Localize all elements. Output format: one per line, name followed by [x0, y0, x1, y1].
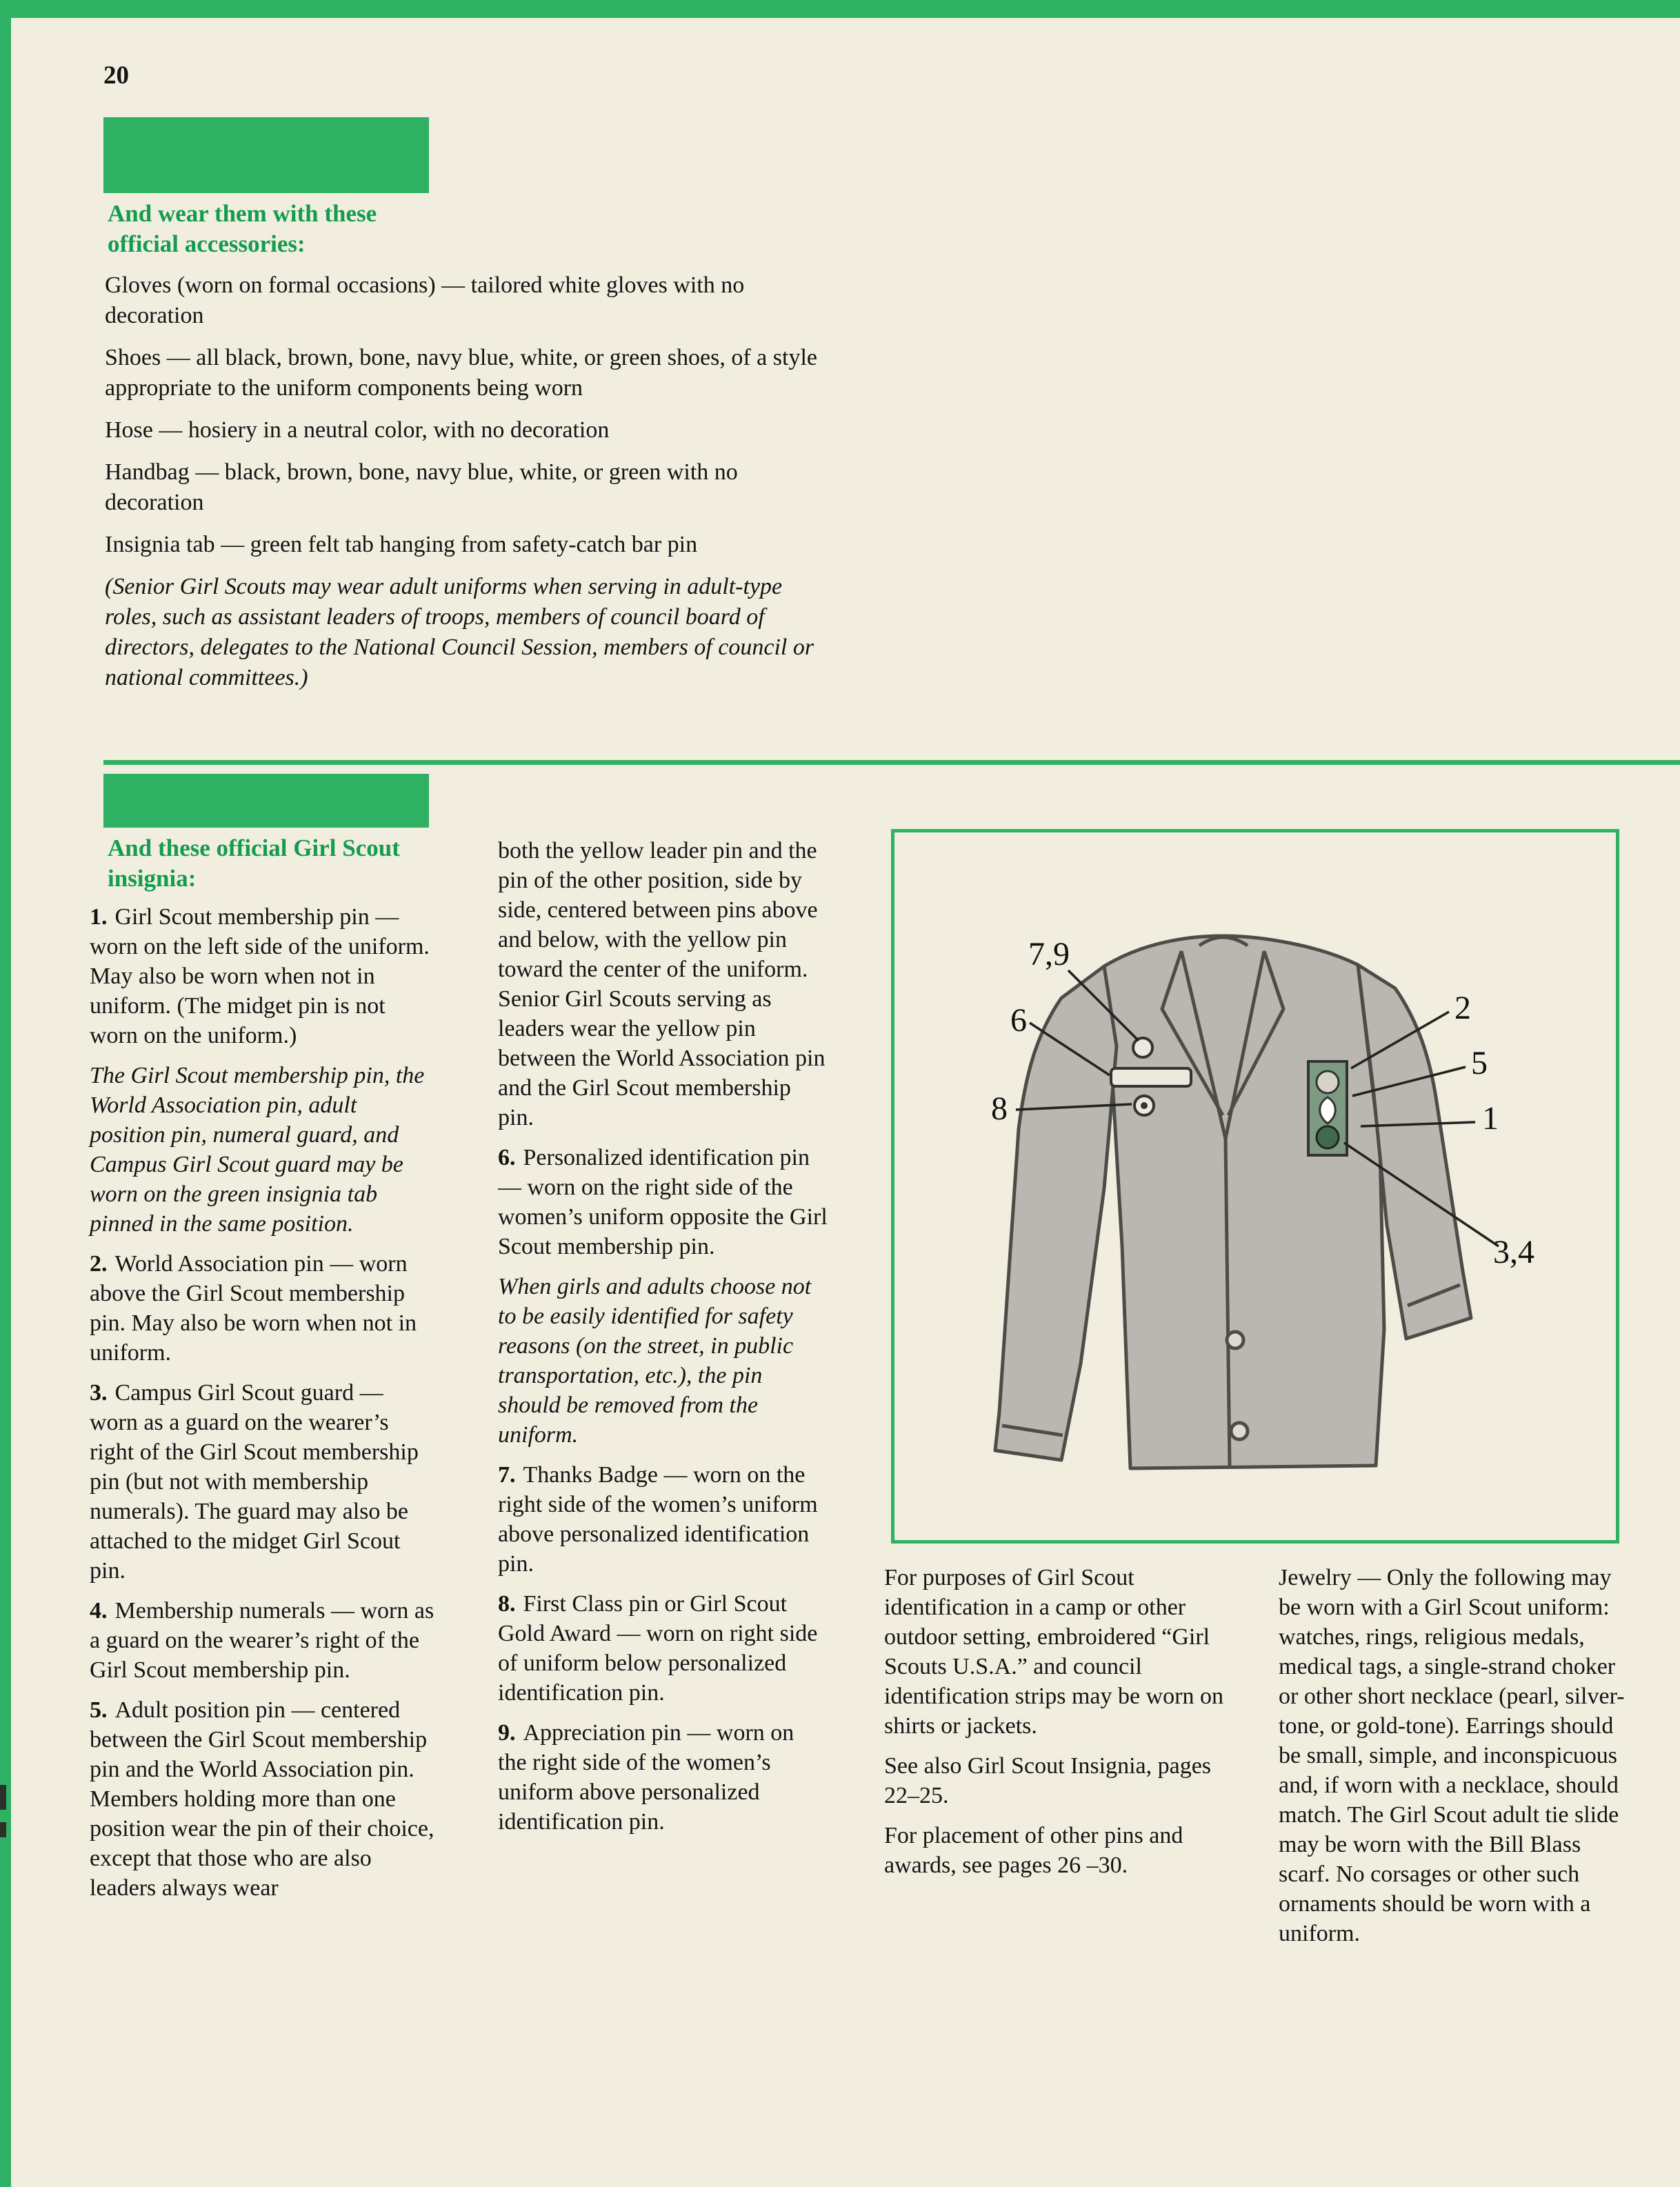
top-green-bar — [0, 0, 1680, 18]
membership-pin — [1317, 1126, 1339, 1148]
identification-column — [884, 1563, 1223, 1890]
item-text: Campus Girl Scout guard — worn as a guard on the wearer’s right of the Girl Scout membership pin (but not with membership numerals). The guard may also be attached to the midget Girl Scout pin. — [90, 1380, 419, 1584]
item-text: Membership numerals — worn as a guard on the wearer’s right of the Girl Scout membership pin. — [90, 1598, 434, 1683]
accessory-paragraph: Shoes — all black, brown, bone, navy blue, white, or green shoes, of a style appropriate to the uniform components being worn — [105, 345, 817, 401]
insignia-item — [498, 1143, 828, 1261]
item-text: Thanks Badge — worn on the right side of the women’s uniform above personalized identification pin. — [498, 1462, 818, 1577]
insignia-item — [498, 836, 828, 1132]
jewelry-column — [1279, 1563, 1632, 1959]
item-number: 9. — [498, 1720, 516, 1746]
accessory-paragraph: Hose — hosiery in a neutral color, with no decoration — [105, 417, 610, 443]
paragraph: Jewelry — Only the following may be worn with a Girl Scout uniform: watches, rings, religious medals, medical tags, a single-strand choker or other short necklace (pearl, silver-tone, or gold-tone). Earrings should be small, simple, and inconspicuous and, if worn with a necklace, should match. The Girl Scout adult tie slide may be worn with the Bill Blass scarf. No corsages or other such ornaments should be worn with a uniform. — [1279, 1565, 1625, 1946]
insignia-item — [498, 1272, 828, 1450]
jacket-button — [1231, 1423, 1248, 1439]
paragraph: See also Girl Scout Insignia, pages 22–25. — [884, 1753, 1212, 1808]
adult-position-pin — [1320, 1097, 1336, 1124]
accessory-paragraph: Handbag — black, brown, bone, navy blue, white, or green with no decoration — [105, 459, 738, 515]
senior-uniform-note: (Senior Girl Scouts may wear adult uniforms when serving in adult-type roles, such as assistant leaders of troops, members of council board of directors, delegates to the National Council Session, members of council or national committees.) — [105, 574, 814, 690]
section1-body — [105, 270, 826, 705]
left-green-bar — [0, 0, 11, 2187]
item-number: 6. — [498, 1145, 516, 1170]
first-class-pin-center — [1141, 1102, 1148, 1109]
item-text: World Association pin — worn above the Girl Scout membership pin. May also be worn when not in uniform. — [90, 1251, 417, 1366]
insignia-item — [498, 1460, 828, 1579]
item-text: Adult position pin — centered between the Girl Scout membership pin and the World Association pin. Members holding more than one position wear the pin of their choice, except that those who are also leaders always wear — [90, 1697, 434, 1901]
item-number: 8. — [498, 1591, 516, 1617]
uniform-diagram-box — [891, 829, 1619, 1544]
insignia-item — [498, 1718, 828, 1837]
insignia-item — [90, 1378, 434, 1586]
item-text: The Girl Scout membership pin, the World Association pin, adult position pin, numeral guard, and Campus Girl Scout guard may be worn on the green insignia tab pinned in the same position. — [90, 1063, 425, 1237]
uniform-jacket-diagram — [894, 832, 1616, 1540]
callout-8: 8 — [991, 1090, 1008, 1127]
section2-heading: And these official Girl Scout insignia: — [108, 835, 400, 892]
item-text: When girls and adults choose not to be easily identified for safety reasons (on the street, in public transportation, etc.), the pin should be removed from the uniform. — [498, 1274, 812, 1448]
insignia-item — [90, 1596, 434, 1685]
item-text: First Class pin or Girl Scout Gold Award — worn on right side of uniform below personalized identification pin. — [498, 1591, 818, 1706]
scan-artifact — [0, 1822, 6, 1837]
callout-6: 6 — [1010, 1002, 1027, 1039]
world-association-pin — [1317, 1071, 1339, 1093]
callout-2: 2 — [1454, 990, 1471, 1026]
accessories-list — [105, 270, 826, 560]
item-text: both the yellow leader pin and the pin of the other position, side by side, centered between pins above and below, with the yellow pin toward the center of the uniform. Senior Girl Scouts serving as leaders wear the yellow pin between the World Association pin and the Girl Scout membership pin. — [498, 838, 826, 1130]
section1-green-block — [103, 117, 429, 193]
callout-1: 1 — [1482, 1100, 1499, 1137]
jacket-body — [1104, 936, 1384, 1468]
callout-3-4: 3,4 — [1493, 1234, 1534, 1270]
item-number: 3. — [90, 1380, 108, 1406]
section1-heading: And wear them with these official accessories: — [108, 200, 377, 257]
callout-5: 5 — [1471, 1045, 1488, 1081]
section2-green-block — [103, 774, 429, 828]
paragraph: For placement of other pins and awards, see pages 26 –30. — [884, 1823, 1183, 1878]
item-text: Personalized identification pin — worn on the right side of the women’s uniform opposite the Girl Scout membership pin. — [498, 1145, 828, 1259]
page-number: 20 — [103, 61, 129, 90]
thanks-badge-pin — [1133, 1038, 1152, 1057]
personalized-id-pin — [1111, 1068, 1191, 1086]
item-number: 7. — [498, 1462, 516, 1488]
scan-artifact — [0, 1785, 6, 1810]
item-text: Appreciation pin — worn on the right side of the women’s uniform above personalized identification pin. — [498, 1720, 794, 1835]
item-number: 5. — [90, 1697, 108, 1723]
insignia-item — [90, 1249, 434, 1368]
insignia-item — [90, 902, 434, 1050]
section-divider-rule — [103, 760, 1680, 765]
item-text: Girl Scout membership pin — worn on the left side of the uniform. May also be worn when not in uniform. (The midget pin is not worn on the uniform.) — [90, 904, 430, 1048]
paragraph: For purposes of Girl Scout identification in a camp or other outdoor setting, embroidered “Girl Scouts U.S.A.” and council identification strips may be worn on shirts or jackets. — [884, 1565, 1223, 1739]
callout-7-9: 7,9 — [1028, 936, 1070, 972]
item-number: 1. — [90, 904, 108, 930]
item-number: 4. — [90, 1598, 108, 1624]
insignia-item — [498, 1589, 828, 1708]
insignia-item — [90, 1695, 434, 1903]
insignia-item — [90, 1061, 434, 1239]
insignia-column-2 — [498, 836, 828, 1847]
item-number: 2. — [90, 1251, 108, 1277]
accessory-paragraph: Insignia tab — green felt tab hanging from safety-catch bar pin — [105, 532, 698, 557]
insignia-column-1 — [90, 902, 434, 1913]
jacket-button — [1227, 1332, 1243, 1348]
accessory-paragraph: Gloves (worn on formal occasions) — tailored white gloves with no decoration — [105, 272, 745, 328]
